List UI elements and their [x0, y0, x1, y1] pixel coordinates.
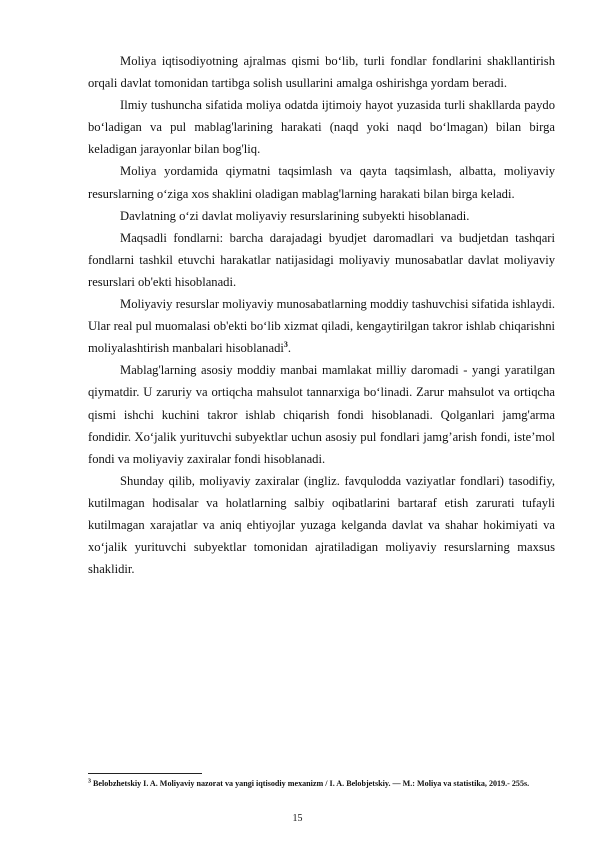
paragraph-8: Shunday qilib, moliyaviy zaxiralar (ingliz. favqulodda vaziyatlar fondlari) tasodifiy, kutilmagan hodisalar va holatlarning salbiy oqibatlarini bartaraf etish zarurati tufayli kutilmagan xarajatlar va aniq ehtiyojlar yuzaga kelganda davlat va shahar hokimiyati va xo‘jalik yurituvchi subyektlar tomonidan ajratiladigan moliyaviy resurslarning maxsus shaklidir.: [88, 473, 555, 577]
footnote-reference[interactable]: 3: [283, 340, 288, 350]
paragraph-1: Moliya iqtisodiyotning ajralmas qismi bo‘lib, turli fondlar fondlarini shakllantirish orqali davlat tomonidan tartibga solish usullarini amalga oshirishga yordam beradi.: [88, 54, 555, 91]
footnote-divider: [88, 773, 202, 774]
page-number: 15: [292, 813, 303, 824]
paragraph-7: Mablag'larning asosiy moddiy manbai mamlakat milliy daromadi - yangi yaratilgan qiymatdir. U zaruriy va ortiqcha mahsulot tannarxiga bo‘linadi. Zarur mahsulot va ortiqcha qismi ishchi kuchini takror ishlab chiqarish fondi hisoblanadi. Qolganlari jamg'arma fondidir. Xo‘jalik yurituvchi subyektlar uchun asosiy pul fondlari jamg’arish fondi, iste’mol fondi va moliyaviy zaxiralar fondi hisoblanadi.: [88, 363, 555, 466]
footnote-text: Belobzhetskiy I. A. Moliyaviy nazorat va yangi iqtisodiy mexanizm / I. A. Belobjetskiy. — M.: Moliya va statistika, 2019.- 255s.: [93, 779, 530, 788]
document-body: [88, 50, 555, 580]
footnote-marker: 3: [88, 778, 91, 785]
paragraph-3: Moliya yordamida qiymatni taqsimlash va qayta taqsimlash, albatta, moliyaviy resurslarning o‘ziga xos shaklini oladigan mablag'larning harakati bilan birga keladi.: [88, 164, 555, 201]
paragraph-6: [88, 293, 555, 359]
paragraph-2: Ilmiy tushuncha sifatida moliya odatda ijtimoiy hayot yuzasida turli shakllarda paydo bo‘ladigan va pul mablag'larining harakati (naqd yoki naqd bo‘lmagan) bilan birga keladigan jarayonlar bilan bog'liq.: [88, 98, 555, 157]
paragraph-6-text: Moliyaviy resurslar moliyaviy munosabatlarning moddiy tashuvchisi sifatida ishlaydi. Ular real pul muomalasi ob'ekti bo‘lib xizmat qiladi, kengaytirilgan takror ishlab chiqarishni moliyalashtirish manbalari hisoblanadi: [88, 297, 555, 356]
footnote: [88, 778, 555, 790]
paragraph-6-end: .: [287, 341, 292, 356]
paragraph-5: Maqsadli fondlarni: barcha darajadagi byudjet daromadlari va budjetdan tashqari fondlarni tashkil etuvchi harakatlar natijasidagi moliyaviy munosabatlar davlat moliyaviy resurslari ob'ekti hisoblanadi.: [88, 230, 555, 289]
paragraph-4: Davlatning o‘zi davlat moliyaviy resurslarining subyekti hisoblanadi.: [120, 208, 470, 223]
